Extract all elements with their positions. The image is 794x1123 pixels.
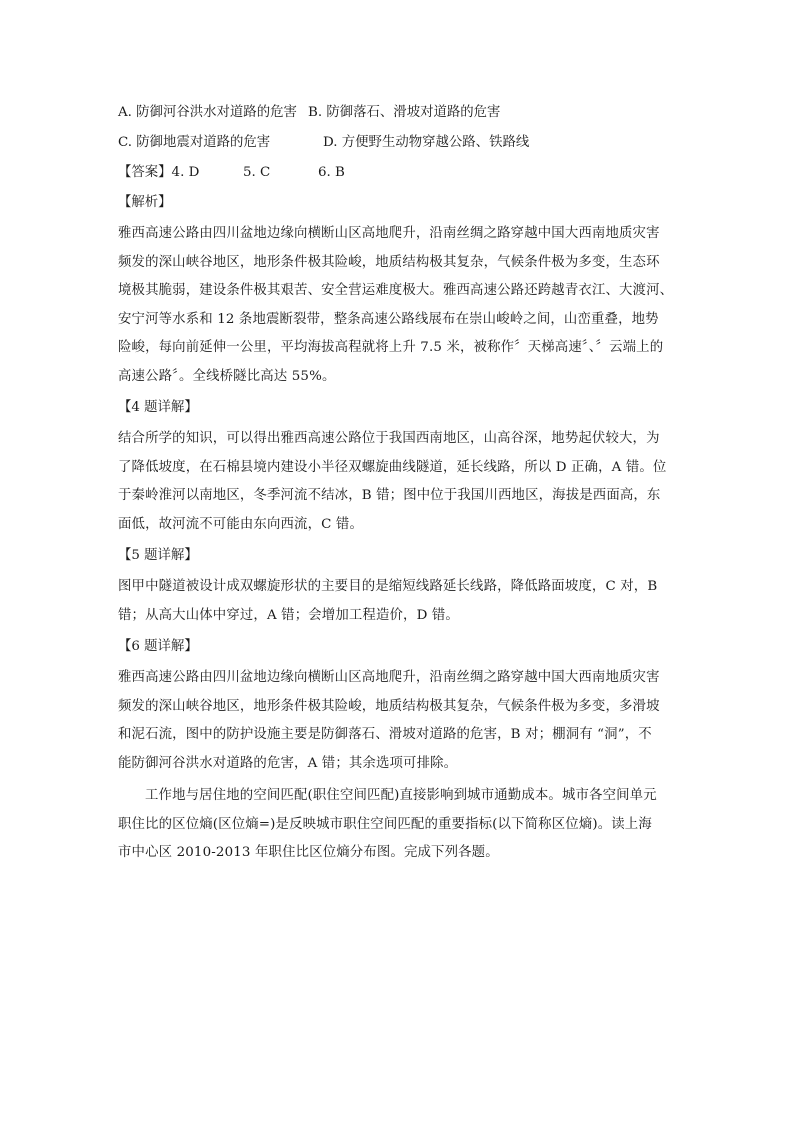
answer-q6: 6. B <box>318 165 345 180</box>
q5-heading: 【5 题详解】 <box>118 548 198 563</box>
q4-line: 了降低坡度，在石棉县境内建设小半径双螺旋曲线隧道，延长线路，所以 D 正确，A 错。位 <box>118 459 667 475</box>
option-d: D. 方便野生动物穿越公路、铁路线 <box>323 135 530 150</box>
q4-paragraph <box>118 425 678 539</box>
q6-line: 雅西高速公路由四川盆地边缘向横断山区高地爬升，沿南丝绸之路穿越中国大西南地质灾害 <box>118 670 660 685</box>
analysis-line: 险峻，每向前延伸一公里，平均海拔高程就将上升 7.5 米，被称作〞天梯高速〞、〞云端上的 <box>118 340 664 355</box>
analysis-line: 安宁河等水系和 12 条地震断裂带，整条高速公路线展布在崇山峻岭之间，山峦重叠，地势 <box>118 311 659 327</box>
q4-line: 面低，故河流不可能由东向西流，C 错。 <box>118 516 363 532</box>
q5-line: 图甲中隧道被设计成双螺旋形状的主要目的是缩短线路延长线路，降低路面坡度，C 对，B <box>118 579 658 594</box>
q6-line: 和泥石流，图中的防护设施主要是防御落石、滑坡对道路的危害，B 对；棚洞有 “洞”，不 <box>118 727 652 742</box>
document-page <box>118 100 678 872</box>
q4-line: 结合所学的知识，可以得出雅西高速公路位于我国西南地区，山高谷深，地势起伏较大，为 <box>118 431 660 446</box>
analysis-paragraph <box>118 220 678 391</box>
q6-heading: 【6 题详解】 <box>118 639 198 654</box>
analysis-line: 高速公路〞。全线桥隧比高达 55%。 <box>118 368 336 384</box>
intro-line: 工作地与居住地的空间匹配(职住空间匹配)直接影响到城市通勤成本。城市各空间单元 <box>145 788 657 803</box>
answer-q4: 【答案】4. D <box>118 165 200 180</box>
q6-line: 频发的深山峡谷地区，地形条件极其险峻，地质结构极其复杂，气候条件极为多变，多滑坡 <box>118 698 660 714</box>
answer-row <box>118 160 678 186</box>
q4-line: 于秦岭淮河以南地区，冬季河流不结冰，B 错；图中位于我国川西地区，海拔是西面高，东 <box>118 488 661 503</box>
options-row-ab <box>118 100 678 126</box>
option-c: C. 防御地震对道路的危害 <box>118 135 271 150</box>
intro-paragraph <box>118 782 678 868</box>
intro-line: 职住比的区位熵(区位熵=)是反映城市职住空间匹配的重要指标(以下简称区位熵)。读上海 <box>118 816 652 832</box>
analysis-line: 境极其脆弱，建设条件极其艰苦、安全营运难度极大。雅西高速公路还跨越青衣江、大渡河、 <box>118 283 674 298</box>
q4-heading: 【4 题详解】 <box>118 400 198 415</box>
options-row-cd <box>118 130 678 156</box>
analysis-heading: 【解析】 <box>118 195 172 210</box>
q6-line: 能防御河谷洪水对道路的危害，A 错；其余选项可排除。 <box>118 755 458 771</box>
answer-q5: 5. C <box>243 165 271 180</box>
analysis-line: 雅西高速公路由四川盆地边缘向横断山区高地爬升，沿南丝绸之路穿越中国大西南地质灾害 <box>118 226 660 241</box>
option-a: A. 防御河谷洪水对道路的危害 <box>118 105 297 120</box>
q6-paragraph <box>118 664 678 778</box>
analysis-line: 频发的深山峡谷地区，地形条件极其险峻，地质结构极其复杂，气候条件极为多变，生态环 <box>118 254 660 270</box>
option-b: B. 防御落石、滑坡对道路的危害 <box>308 105 501 120</box>
intro-line: 市中心区 2010-2013 年职住比区位熵分布图。完成下列各题。 <box>118 845 499 860</box>
q5-line: 错；从高大山体中穿过，A 错；会增加工程造价，D 错。 <box>118 607 459 623</box>
q5-paragraph <box>118 573 678 630</box>
